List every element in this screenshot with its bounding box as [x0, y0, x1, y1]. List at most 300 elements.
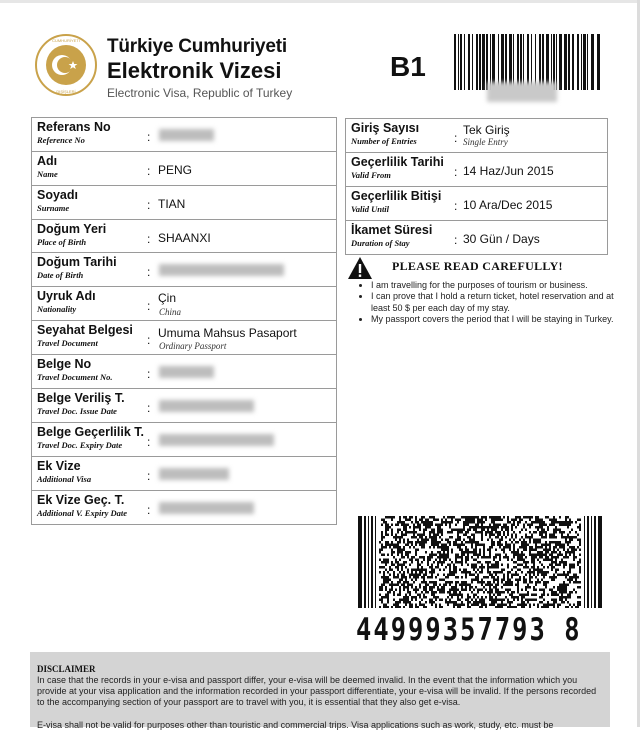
table-row	[32, 220, 337, 253]
barcode-module	[449, 589, 451, 592]
barcode-module	[515, 554, 517, 557]
barcode-module	[491, 591, 493, 594]
barcode-module	[419, 556, 421, 559]
barcode-module	[509, 571, 511, 574]
barcode-module	[531, 599, 533, 602]
barcode-module	[385, 534, 387, 537]
barcode-module	[459, 546, 461, 549]
barcode-module	[477, 554, 479, 557]
barcode-bar	[454, 34, 456, 90]
barcode-module	[499, 524, 501, 527]
title-turkish-republic: Türkiye Cumhuriyeti	[107, 36, 287, 57]
barcode-module	[485, 584, 487, 587]
barcode-module	[429, 516, 431, 519]
barcode-module	[535, 584, 537, 587]
barcode-module	[527, 561, 529, 564]
barcode-module	[413, 596, 415, 599]
barcode-module	[417, 564, 419, 567]
barcode-module	[567, 571, 569, 574]
barcode-module	[559, 544, 561, 547]
barcode-module	[477, 556, 479, 559]
barcode-module	[467, 516, 469, 519]
barcode-module	[421, 566, 423, 569]
barcode-module	[533, 556, 535, 559]
barcode-module	[385, 569, 387, 572]
barcode-module	[413, 556, 415, 559]
barcode-module	[495, 571, 497, 574]
barcode-module	[407, 551, 409, 554]
barcode-module	[441, 599, 443, 602]
barcode-module	[399, 559, 401, 562]
barcode-module	[457, 534, 459, 537]
barcode-module	[493, 534, 495, 537]
barcode-module	[469, 596, 471, 599]
barcode-module	[463, 571, 465, 574]
field-label: Seyahat Belgesi	[37, 323, 133, 337]
field-label-en: Travel Doc. Issue Date	[37, 406, 117, 416]
barcode-module	[501, 549, 503, 552]
barcode-module	[383, 571, 385, 574]
barcode-module	[559, 564, 561, 567]
barcode-module	[557, 574, 559, 577]
barcode-module	[397, 541, 399, 544]
barcode-module	[531, 546, 533, 549]
barcode-module	[495, 591, 497, 594]
notice-heading: PLEASE READ CAREFULLY!	[392, 259, 563, 273]
barcode-module	[545, 516, 547, 519]
barcode-module	[439, 531, 441, 534]
barcode-module	[567, 556, 569, 559]
barcode-module	[553, 561, 555, 564]
barcode-module	[477, 591, 479, 594]
barcode-module	[507, 544, 509, 547]
barcode-module	[457, 606, 459, 608]
barcode-module	[479, 549, 481, 552]
barcode-module	[397, 581, 399, 584]
barcode-module	[543, 529, 545, 532]
barcode-module	[573, 556, 575, 559]
barcode-module	[577, 561, 579, 564]
barcode-module	[577, 601, 579, 604]
barcode-module	[423, 594, 425, 597]
barcode-module	[533, 594, 535, 597]
barcode-module	[515, 579, 517, 582]
barcode-module	[493, 529, 495, 532]
barcode-module	[447, 539, 449, 542]
barcode-module	[431, 536, 433, 539]
barcode-module	[429, 554, 431, 557]
barcode-module	[541, 596, 543, 599]
barcode-module	[553, 536, 555, 539]
barcode-module	[541, 574, 543, 577]
barcode-module	[495, 531, 497, 534]
barcode-module	[537, 604, 539, 607]
barcode-module	[419, 571, 421, 574]
barcode-bar	[587, 34, 588, 90]
barcode-module	[461, 589, 463, 592]
barcode-module	[519, 516, 521, 519]
barcode-module	[555, 559, 557, 562]
barcode-module	[437, 529, 439, 532]
barcode-module	[425, 581, 427, 584]
barcode-module	[401, 584, 403, 587]
barcode-module	[553, 549, 555, 552]
barcode-module	[449, 566, 451, 569]
barcode-module	[517, 579, 519, 582]
barcode-module	[397, 529, 399, 532]
barcode-module	[525, 544, 527, 547]
barcode-module	[559, 529, 561, 532]
barcode-module	[549, 559, 551, 562]
barcode-module	[423, 589, 425, 592]
barcode-module	[567, 596, 569, 599]
redacted-value	[159, 366, 214, 378]
barcode-module	[403, 564, 405, 567]
barcode-module	[393, 574, 395, 577]
barcode-guard-bar	[598, 516, 602, 608]
barcode-module	[525, 546, 527, 549]
barcode-module	[563, 536, 565, 539]
barcode-module	[437, 544, 439, 547]
barcode-module	[453, 516, 455, 519]
barcode-module	[495, 519, 497, 522]
barcode-module	[399, 529, 401, 532]
barcode-module	[479, 519, 481, 522]
barcode-module	[531, 559, 533, 562]
barcode-module	[415, 516, 417, 519]
barcode-module	[523, 606, 525, 608]
barcode-module	[383, 596, 385, 599]
barcode-module	[491, 544, 493, 547]
barcode-module	[541, 534, 543, 537]
colon: :	[147, 333, 151, 347]
barcode-module	[449, 591, 451, 594]
field-label: Doğum Tarihi	[37, 255, 117, 269]
barcode-module	[397, 546, 399, 549]
barcode-module	[431, 524, 433, 527]
barcode-module	[381, 536, 383, 539]
barcode-module	[473, 521, 475, 524]
barcode-module	[439, 524, 441, 527]
barcode-module	[575, 591, 577, 594]
barcode-bar	[583, 34, 586, 90]
barcode-module	[481, 536, 483, 539]
barcode-module	[435, 536, 437, 539]
barcode-module	[421, 604, 423, 607]
barcode-module	[543, 604, 545, 607]
barcode-module	[455, 569, 457, 572]
barcode-module	[417, 541, 419, 544]
barcode-module	[543, 524, 545, 527]
barcode-module	[515, 541, 517, 544]
barcode-module	[461, 529, 463, 532]
barcode-module	[529, 576, 531, 579]
barcode-module	[523, 566, 525, 569]
barcode-module	[503, 524, 505, 527]
barcode-module	[493, 594, 495, 597]
barcode-module	[477, 519, 479, 522]
barcode-module	[493, 556, 495, 559]
colon: :	[147, 469, 151, 483]
barcode-module	[433, 534, 435, 537]
barcode-module	[543, 521, 545, 524]
barcode-module	[451, 536, 453, 539]
barcode-module	[571, 576, 573, 579]
barcode-module	[451, 596, 453, 599]
barcode-module	[403, 596, 405, 599]
barcode-module	[381, 534, 383, 537]
barcode-module	[385, 516, 387, 519]
barcode-module	[453, 601, 455, 604]
barcode-module	[409, 604, 411, 607]
barcode-module	[553, 566, 555, 569]
barcode-module	[449, 544, 451, 547]
barcode-module	[467, 564, 469, 567]
barcode-module	[495, 589, 497, 592]
barcode-module	[461, 601, 463, 604]
barcode-module	[551, 594, 553, 597]
barcode-module	[455, 539, 457, 542]
barcode-module	[489, 571, 491, 574]
page-top-edge	[0, 0, 640, 3]
barcode-module	[495, 554, 497, 557]
barcode-module	[557, 554, 559, 557]
barcode-module	[493, 541, 495, 544]
barcode-module	[543, 566, 545, 569]
barcode-module	[437, 524, 439, 527]
barcode-module	[487, 539, 489, 542]
barcode-module	[573, 546, 575, 549]
barcode-module	[397, 554, 399, 557]
barcode-module	[429, 576, 431, 579]
barcode-module	[437, 531, 439, 534]
barcode-module	[413, 529, 415, 532]
barcode-module	[443, 544, 445, 547]
barcode-module	[579, 571, 581, 574]
barcode-module	[463, 526, 465, 529]
barcode-module	[399, 579, 401, 582]
barcode-module	[431, 594, 433, 597]
warning-icon	[347, 256, 373, 280]
barcode-module	[511, 519, 513, 522]
barcode-module	[447, 546, 449, 549]
barcode-module	[459, 594, 461, 597]
barcode-module	[387, 541, 389, 544]
barcode-module	[391, 524, 393, 527]
barcode-module	[485, 526, 487, 529]
barcode-module	[575, 606, 577, 608]
barcode-module	[501, 599, 503, 602]
barcode-module	[413, 574, 415, 577]
barcode-module	[391, 584, 393, 587]
barcode-module	[465, 586, 467, 589]
barcode-module	[443, 591, 445, 594]
barcode-module	[451, 581, 453, 584]
barcode-module	[489, 566, 491, 569]
barcode-module	[407, 571, 409, 574]
barcode-module	[493, 599, 495, 602]
barcode-module	[569, 571, 571, 574]
table-row	[32, 389, 337, 423]
barcode-module	[439, 606, 441, 608]
barcode-module	[385, 561, 387, 564]
barcode-module	[515, 606, 517, 608]
barcode-module	[513, 574, 515, 577]
barcode-module	[493, 544, 495, 547]
barcode-module	[559, 521, 561, 524]
barcode-module	[579, 524, 581, 527]
barcode-module	[529, 519, 531, 522]
barcode-module	[521, 529, 523, 532]
colon: :	[147, 130, 151, 144]
barcode-module	[473, 601, 475, 604]
barcode-module	[541, 571, 543, 574]
barcode-module	[551, 519, 553, 522]
barcode-module	[567, 594, 569, 597]
barcode-module	[387, 529, 389, 532]
barcode-module	[407, 539, 409, 542]
barcode-module	[381, 561, 383, 564]
barcode-module	[525, 586, 527, 589]
field-value-en: Ordinary Passport	[159, 341, 227, 351]
barcode-module	[471, 534, 473, 537]
barcode-module	[561, 561, 563, 564]
barcode-module	[553, 531, 555, 534]
barcode-module	[421, 591, 423, 594]
barcode-module	[455, 554, 457, 557]
barcode-module	[531, 576, 533, 579]
barcode-module	[405, 544, 407, 547]
barcode-module	[459, 531, 461, 534]
barcode-module	[477, 541, 479, 544]
barcode-module	[421, 541, 423, 544]
barcode-module	[513, 566, 515, 569]
barcode-module	[415, 569, 417, 572]
barcode-module	[457, 594, 459, 597]
barcode-module	[399, 594, 401, 597]
table-row	[346, 119, 608, 153]
barcode-module	[537, 571, 539, 574]
barcode-module	[423, 576, 425, 579]
field-value: TIAN	[158, 197, 186, 211]
barcode-module	[527, 584, 529, 587]
barcode-module	[579, 541, 581, 544]
barcode-module	[529, 604, 531, 607]
barcode-module	[425, 591, 427, 594]
barcode-module	[507, 591, 509, 594]
barcode-module	[395, 534, 397, 537]
barcode-module	[383, 581, 385, 584]
barcode-module	[545, 541, 547, 544]
barcode-module	[467, 541, 469, 544]
barcode-module	[399, 541, 401, 544]
barcode-module	[545, 549, 547, 552]
barcode-module	[567, 606, 569, 608]
barcode-module	[477, 601, 479, 604]
barcode-module	[401, 599, 403, 602]
barcode-bar	[597, 34, 600, 90]
barcode-module	[539, 569, 541, 572]
barcode-module	[545, 536, 547, 539]
barcode-module	[441, 564, 443, 567]
barcode-module	[553, 541, 555, 544]
barcode-module	[515, 519, 517, 522]
field-label-en: Date of Birth	[37, 270, 84, 280]
barcode-module	[455, 559, 457, 562]
barcode-module	[529, 536, 531, 539]
barcode-module	[455, 524, 457, 527]
barcode-module	[551, 534, 553, 537]
barcode-module	[413, 546, 415, 549]
barcode-module	[385, 544, 387, 547]
barcode-module	[541, 524, 543, 527]
barcode-module	[461, 541, 463, 544]
barcode-module	[477, 596, 479, 599]
barcode-module	[443, 589, 445, 592]
barcode-module	[579, 601, 581, 604]
field-label-en: Place of Birth	[37, 237, 87, 247]
barcode-module	[415, 551, 417, 554]
barcode-module	[549, 589, 551, 592]
barcode-module	[403, 581, 405, 584]
barcode-module	[441, 586, 443, 589]
barcode-module	[569, 576, 571, 579]
barcode-module	[421, 534, 423, 537]
barcode-module	[553, 521, 555, 524]
barcode-module	[409, 546, 411, 549]
barcode-bar	[479, 34, 481, 90]
barcode-module	[485, 556, 487, 559]
barcode-module	[421, 536, 423, 539]
barcode-module	[529, 524, 531, 527]
barcode-module	[559, 604, 561, 607]
barcode-module	[461, 581, 463, 584]
barcode-module	[473, 574, 475, 577]
barcode-module	[533, 521, 535, 524]
barcode-module	[409, 519, 411, 522]
barcode-module	[559, 589, 561, 592]
barcode-module	[411, 579, 413, 582]
barcode-module	[499, 534, 501, 537]
barcode-module	[505, 529, 507, 532]
barcode-module	[461, 586, 463, 589]
barcode-module	[527, 601, 529, 604]
barcode-bar	[472, 34, 473, 90]
barcode-module	[421, 544, 423, 547]
barcode-module	[501, 606, 503, 608]
barcode-module	[499, 599, 501, 602]
barcode-module	[511, 606, 513, 608]
barcode-module	[487, 571, 489, 574]
barcode-bar	[464, 34, 465, 90]
barcode-module	[561, 596, 563, 599]
barcode-module	[567, 544, 569, 547]
barcode-module	[529, 569, 531, 572]
barcode-module	[453, 571, 455, 574]
barcode-module	[443, 574, 445, 577]
barcode-module	[523, 594, 525, 597]
barcode-module	[399, 589, 401, 592]
barcode-module	[499, 606, 501, 608]
barcode-module	[459, 591, 461, 594]
barcode-module	[433, 519, 435, 522]
barcode-module	[489, 561, 491, 564]
field-label-en: Duration of Stay	[351, 238, 410, 248]
barcode-module	[473, 534, 475, 537]
barcode-module	[533, 566, 535, 569]
barcode-module	[451, 561, 453, 564]
barcode-module	[523, 516, 525, 519]
